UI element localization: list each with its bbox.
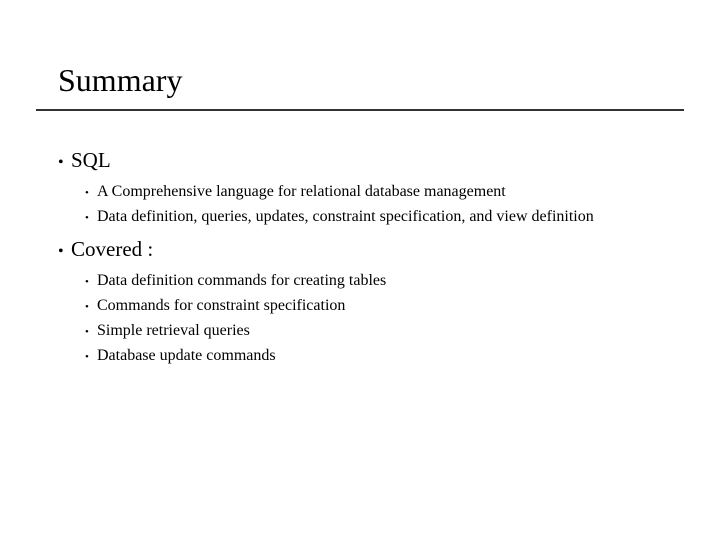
bullet-icon: • — [85, 276, 89, 288]
sub-bullet-item — [85, 269, 698, 294]
bullet-icon: • — [85, 351, 89, 363]
section-covered — [58, 236, 698, 369]
bullet-item-sql — [58, 147, 698, 176]
sub-bullet-list — [58, 180, 698, 230]
sub-bullet-item — [85, 344, 698, 369]
bullet-icon: • — [85, 212, 89, 224]
bullet-icon: • — [85, 187, 89, 199]
section-heading: SQL — [71, 148, 111, 172]
bullet-icon: • — [58, 243, 64, 260]
sub-bullet-text: Simple retrieval queries — [97, 322, 250, 339]
sub-bullet-item — [85, 180, 698, 205]
bullet-icon: • — [85, 326, 89, 338]
bullet-item-covered — [58, 236, 698, 265]
slide-title: Summary — [58, 62, 183, 98]
slide-content — [58, 147, 698, 369]
bullet-icon: • — [85, 301, 89, 313]
sub-bullet-text: Commands for constraint specification — [97, 297, 346, 314]
sub-bullet-text: Data definition commands for creating tables — [97, 272, 387, 289]
sub-bullet-text: A Comprehensive language for relational database management — [97, 183, 506, 200]
section-sql — [58, 147, 698, 230]
sub-bullet-item — [85, 319, 698, 344]
sub-bullet-text: Database update commands — [97, 347, 276, 364]
sub-bullet-item — [85, 205, 698, 230]
bullet-icon: • — [58, 154, 64, 171]
sub-bullet-list — [58, 269, 698, 369]
sub-bullet-item — [85, 294, 698, 319]
title-divider — [36, 109, 684, 111]
sub-bullet-text: Data definition, queries, updates, constraint specification, and view definition — [97, 208, 594, 225]
section-heading: Covered : — [71, 237, 154, 261]
